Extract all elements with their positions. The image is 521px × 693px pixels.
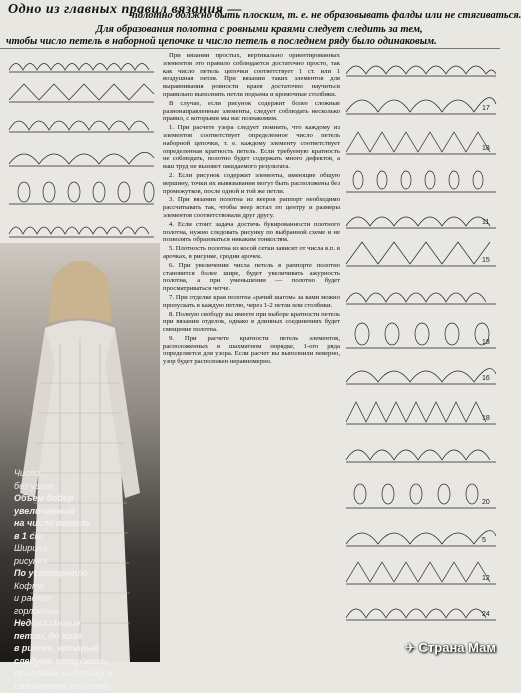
diagram-row-arches: [9, 64, 154, 73]
diagram-row: [346, 531, 496, 546]
caption-line: Число,: [14, 468, 43, 478]
diagram-number: 17: [482, 105, 490, 112]
paragraph: 8. Полную свободу вы имеете при выборе кратности петель при вязании отделок, однако в длинных соединениях будет смещение полотна.: [163, 310, 340, 334]
caption-line: петли, до края: [14, 630, 83, 641]
caption-line: в ритме, который: [14, 643, 100, 653]
photo-caption: [14, 468, 152, 693]
header-divider: [0, 48, 500, 49]
diagram-row: [346, 132, 496, 154]
diagram-row: [346, 66, 496, 76]
paragraph: В случае, если рисунок содержит более сложные разнонаправленные элементы, следует соблюдать несколько правил, с которыми мы вас познакомим.: [163, 99, 340, 123]
diagram-row: [346, 293, 496, 304]
paragraph: 1. При расчете узора следует помнить, что каждому из элементов соответствует определенное число петель наборной цепочки, т. е. каждому элементу соответствует определенная кратность петель. Если требуемую кратность не соблюдать, полотно будет содержать много дефектов, а ваш труд не вызовет ожидаемого результата.: [163, 124, 340, 171]
right-crochet-diagrams: [342, 52, 500, 662]
caption-line: связанному полотну: [14, 680, 111, 691]
caption-line: По усмотрению: [14, 568, 88, 578]
diagram-row-net: [9, 227, 154, 237]
paragraph: 2. Если рисунок содержит элементы, имеющие общую вершину, точки их вывязывания могут быть расположены без промежутков, после одной и той же петли.: [163, 171, 340, 195]
diagram-number: 16: [482, 375, 490, 382]
caption-line: в 1 см.: [14, 530, 44, 541]
caption-line: Кофта: [14, 580, 45, 591]
header-line-3: чтобы число петель в наборной цепочке и число петель в последнем ряду было одинаковым.: [6, 36, 437, 47]
diagram-row: [346, 609, 496, 620]
watermark-text: Страна Мам: [418, 640, 496, 655]
diagram-number: 18: [482, 145, 490, 152]
diagram-number: 15: [482, 257, 490, 264]
paragraph: 6. При увеличении числа петель в раппорте полотно становится более шире, будет увеличивать ажурность полотна, а при уменьшении — полотно будет просматриваться четче.: [163, 261, 340, 293]
diagram-row: [346, 484, 496, 508]
diagram-row: [346, 450, 496, 462]
paragraph: 9. При расчете кратности петель элементов, расположенных в шахматном порядке, 1-ого ряда определяется для узора. Если расчет вы выполнили неверно, узор будет расположен неравномерно.: [163, 334, 340, 366]
header-line-1: полотно должно быть плоским, т. е. не образовывать фалды или не стягиваться.: [132, 10, 521, 21]
caption-line: без узлов,: [14, 480, 57, 491]
site-watermark: [405, 640, 496, 656]
diagram-row: [346, 402, 496, 424]
diagram-row: [346, 242, 496, 266]
diagram-row: [346, 98, 496, 114]
right-stitch-diagram: [342, 52, 500, 662]
caption-line: увеличенный: [14, 505, 75, 516]
page-title: Одно из главных правил вязания —: [8, 2, 243, 17]
caption-line: Недовязанные: [14, 618, 81, 628]
article-text-column: [163, 52, 340, 642]
diagram-row-fans: [9, 84, 154, 102]
stork-icon: ✈: [404, 640, 416, 655]
caption-line: приложив выкройку к: [14, 668, 113, 678]
diagram-number: 11: [482, 219, 490, 226]
diagram-row-clusters: [9, 182, 154, 204]
diagram-number: 5: [482, 537, 486, 544]
diagram-row-shells: [9, 152, 154, 166]
caption-line: Ширина: [14, 543, 48, 553]
paragraph: 7. При отделке края полотна «рачий шагом» за вами можно пропускать в каждую петлю, через 1-2 петли или столбики.: [163, 293, 340, 309]
diagram-row: [346, 369, 496, 384]
diagram-number: 20: [482, 499, 490, 506]
caption-line: горловины: [14, 605, 60, 616]
caption-line: рисунка: [14, 555, 48, 566]
paragraph: 4. Если стоит задача достичь букированности плотного полотна, нужно следовать рисунку по выбранной схеме и не позволять образоваться никаким тонкостям.: [163, 220, 340, 244]
paragraph: При вязании простых, вертикально ориентированных элементов это правило соблюдается достаточно просто, так как число петель цепочки соответствует 1 ст. или 1 воздушная петля. При вязании таких элементов для выравнивания ровности краев достаточно научиться правильно выполнять петли подъема и кромочные столбики.: [163, 52, 340, 98]
diagram-row: [346, 217, 496, 228]
header-line-2: Для образования полотна с ровными краями следует следить за тем,: [96, 24, 423, 35]
paragraph: 3. При вязании полотна из вееров раппорт необходимо рассчитывать так, чтобы веер встал по центру и размеры элементов соответствовали друг другу.: [163, 196, 340, 219]
diagram-row: [346, 323, 496, 348]
caption-line: Объем бедер: [14, 493, 74, 503]
diagram-number: 18: [482, 415, 490, 422]
caption-line: на число петель: [14, 518, 91, 528]
diagram-row: [346, 562, 496, 584]
diagram-row: [346, 171, 496, 192]
left-crochet-diagrams: [4, 52, 159, 242]
diagram-number: 12: [482, 575, 490, 582]
diagram-number: 18: [482, 339, 490, 346]
caption-line: и расчет: [14, 593, 53, 603]
diagram-row-scallops: [9, 121, 154, 132]
diagram-number: 24: [482, 611, 490, 618]
caption-line: следует отпускать,: [14, 655, 111, 666]
paragraph: 5. Плотность полотна из косой сетки зависит от числа в.п. в арочках, в рисунке, сродни арочек.: [163, 245, 340, 260]
left-stitch-diagram: [4, 52, 159, 242]
